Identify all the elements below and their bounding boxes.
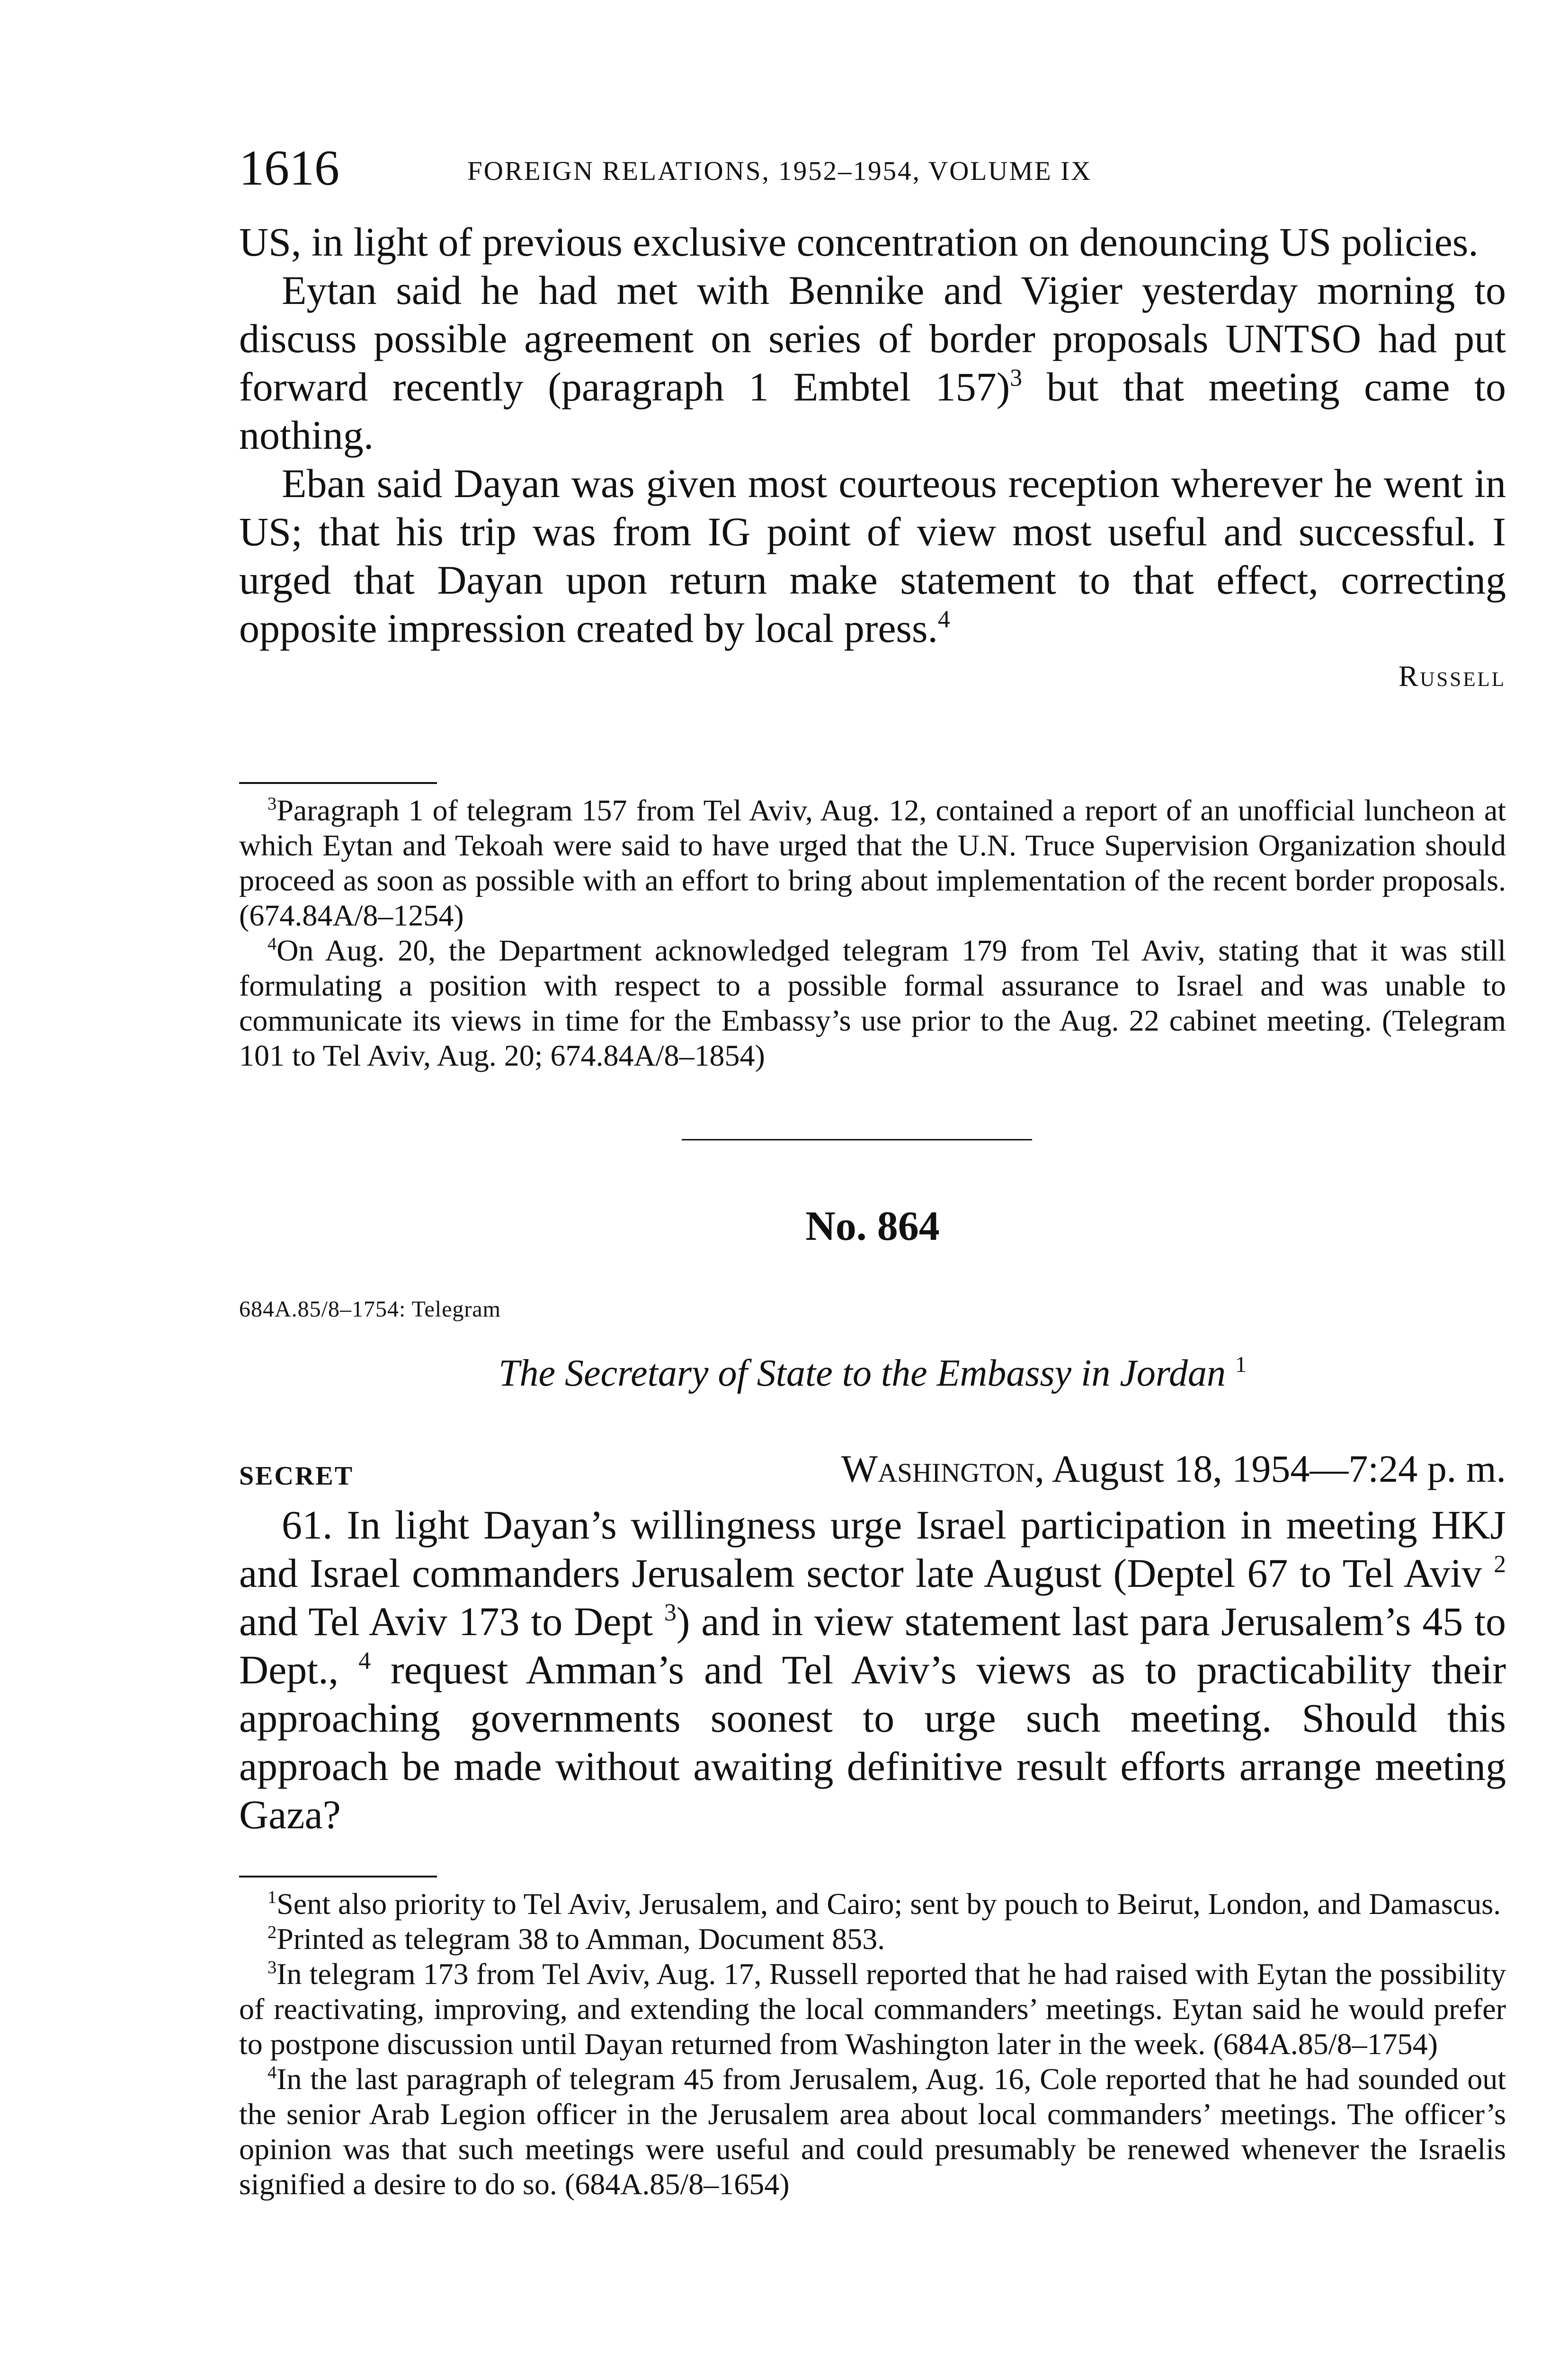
document-title: The Secretary of State to the Embassy in Jordan $^1$ — [498, 1352, 1247, 1394]
running-title: FOREIGN RELATIONS, 1952–1954, VOLUME IX — [467, 156, 1092, 186]
document-number: No. 864 — [805, 1203, 940, 1249]
footnote-ref: 4 — [358, 1647, 371, 1675]
classification: SECRET — [239, 1461, 354, 1491]
body-paragraph: US, in light of previous exclusive concentration on denouncing US policies. — [239, 219, 1479, 265]
previous-document-continuation — [239, 218, 1506, 701]
footnotes-bottom — [239, 1886, 1506, 2202]
page-number: 1616 — [239, 140, 339, 196]
footnote: $^3$Paragraph 1 of telegram 157 from Tel Aviv, Aug. 12, contained a report of an unofficial luncheon at which Eytan and Tekoah were said to have urged that the U.N. Truce Supervision Organization should proceed as soon as possible with an effort to bring about implementation of the recent border proposals. (674.84A/8–1254) — [239, 793, 1506, 932]
footnote: $^4$On Aug. 20, the Department acknowledged telegram 179 from Tel Aviv, stating that it was still formulating a position with respect to a possible formal assurance to Israel and was unable to communicate its views in time for the Embassy’s use prior to the Aug. 22 cabinet meeting. (Telegram 101 to Tel Aviv, Aug. 20; 674.84A/8–1854) — [239, 934, 1506, 1072]
footnote-ref: 2 — [1494, 1551, 1506, 1578]
footnote: $^4$In the last paragraph of telegram 45 from Jerusalem, Aug. 16, Cole reported that he had sounded out the senior Arab Legion officer in the Jerusalem area about local commanders’ meetings. The officer’s opinion was that such meetings were useful and could presumably be renewed whenever the Israelis signified a desire to do so. (684A.85/8–1654) — [239, 2062, 1506, 2201]
footnote-ref: 4 — [937, 606, 950, 633]
section-divider — [682, 1139, 1032, 1140]
body-paragraph: Eban said Dayan was given most courteous reception wherever he went in US; that his trip was from IG point of view most useful and successful. I urged that Dayan upon return make statement to that effect, correcting opposite impression created by local press.$^4$ — [239, 461, 1506, 651]
telegram-body — [239, 1501, 1506, 1839]
footnote-separator — [239, 1876, 437, 1878]
footnotes-top — [239, 793, 1506, 1073]
footnote-separator — [239, 782, 437, 784]
dateline — [239, 1439, 1506, 1491]
body-paragraph: Eytan said he had met with Bennike and Vigier yesterday morning to discuss possible agreement on series of border proposals UNTSO had put forward recently (paragraph 1 Embtel 157)$^3$ but that meeting came to nothing. — [239, 267, 1506, 458]
place-date: Washington, August 18, 1954—7:24 p. m. — [841, 1447, 1506, 1490]
footnote-ref: 3 — [664, 1599, 677, 1627]
footnote-ref: 1 — [1235, 1352, 1247, 1377]
footnote: $^1$Sent also priority to Tel Aviv, Jerusalem, and Cairo; sent by pouch to Beirut, London, and Damascus. — [267, 1887, 1501, 1921]
footnote: $^2$Printed as telegram 38 to Amman, Document 853. — [267, 1922, 885, 1956]
body-paragraph: 61. In light Dayan’s willingness urge Israel participation in meeting HKJ and Israel commanders Jerusalem sector late August (Deptel 67 to Tel Aviv $^2$ and Tel Aviv 173 to Dept $^3$) and in view statement last para Jerusalem’s 45 to Dept., $^4$ request Amman’s and Tel Aviv’s views as to practicability their approaching governments soonest to urge such meeting. Should this approach be made without awaiting definitive result efforts arrange meeting Gaza? — [239, 1502, 1506, 1837]
footnote-ref: 3 — [1010, 365, 1023, 392]
page-header — [239, 140, 1506, 196]
footnote: $^3$In telegram 173 from Tel Aviv, Aug. 17, Russell reported that he had raised with Eytan the possibility of reactivating, improving, and extending the local commanders’ meetings. Eytan said he would prefer to postpone discussion until Dayan returned from Washington later in the week. (684A.85/8–1754) — [239, 1957, 1506, 2061]
file-reference: 684A.85/8–1754: Telegram — [239, 1297, 501, 1322]
signature: Russell — [1398, 660, 1506, 693]
